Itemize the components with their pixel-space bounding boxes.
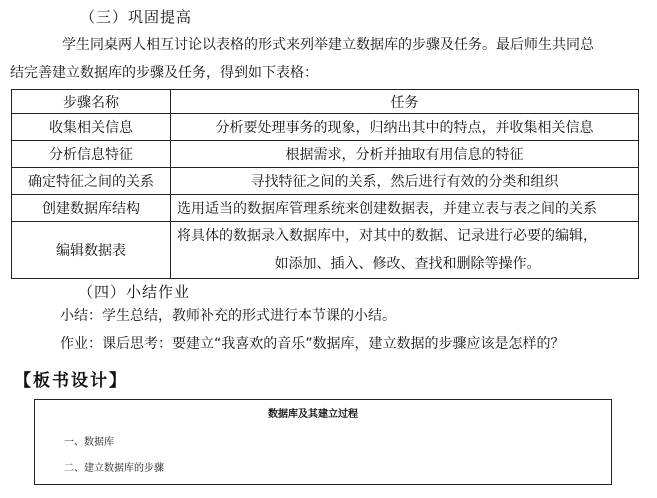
task-cell: 根据需求，分析并抽取有用信息的特征 [171,141,639,168]
summary-text: 小结：学生总结，教师补充的形式进行本节课的小结。 [60,308,396,324]
board-item-database: 一、数据库 [64,437,114,448]
step-cell: 分析信息特征 [12,141,171,168]
step-cell: 创建数据库结构 [12,195,171,222]
table-row [12,168,639,195]
section-heading-consolidate: （三）巩固提高 [80,8,193,26]
step-cell: 编辑数据表 [12,222,171,279]
task-cell: 选用适当的数据库管理系统来创建数据表，并建立表与表之间的关系 [171,195,639,222]
table-row [12,195,639,222]
task-cell-line1: 将具体的数据录入数据库中，对其中的数据、记录进行必要的编辑， [177,228,597,244]
task-cell-line2: 如添加、插入、修改、查找和删除等操作。 [274,256,541,272]
header-task: 任务 [171,90,639,114]
section-heading-summary: （四）小结作业 [78,283,191,301]
intro-paragraph-line2: 结完善建立数据库的步骤及任务，得到如下表格： [10,65,318,81]
task-cell [171,222,639,279]
table-row [12,222,639,279]
intro-paragraph-line1: 学生同桌两人相互讨论以表格的形式来列举建立数据库的步骤及任务。最后师生共同总 [62,37,594,53]
table-row [12,114,639,141]
board-design-heading: 【板书设计】 [14,371,128,391]
board-title: 数据库及其建立过程 [268,409,358,420]
table-header-row [12,90,639,114]
board-item-steps: 二、建立数据库的步骤 [64,463,164,474]
task-cell: 分析要处理事务的现象，归纳出其中的特点，并收集相关信息 [171,114,639,141]
step-cell: 确定特征之间的关系 [12,168,171,195]
step-cell: 收集相关信息 [12,114,171,141]
table-row [12,141,639,168]
task-cell: 寻找特征之间的关系，然后进行有效的分类和组织 [171,168,639,195]
steps-table [11,89,639,279]
header-step-name: 步骤名称 [12,90,171,114]
homework-text: 作业：课后思考：要建立“我喜欢的音乐”数据库，建立数据的步骤应该是怎样的？ [60,336,565,352]
